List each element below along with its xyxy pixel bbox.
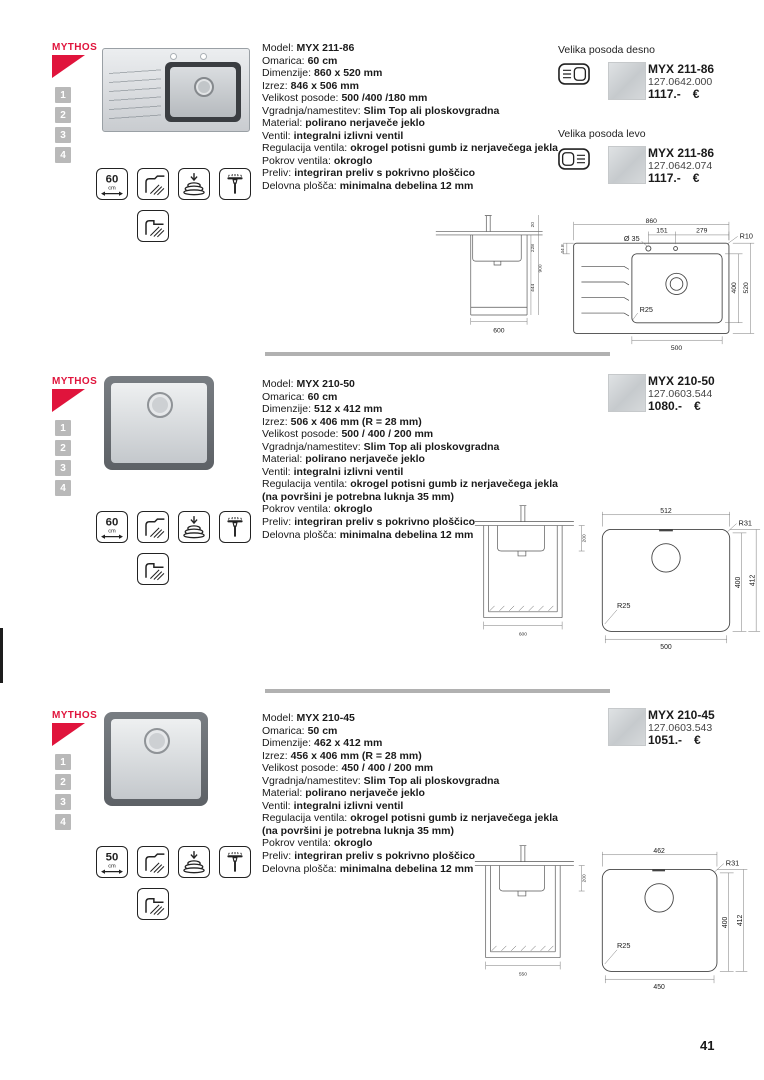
cabinet-width-icon	[96, 846, 128, 878]
feature-icons-row-2	[137, 210, 169, 242]
number-badge: 2	[55, 107, 71, 123]
drain-icon	[194, 77, 214, 97]
spec-label: Delovna plošča:	[262, 862, 337, 875]
brand-logo	[52, 376, 97, 412]
spec-row	[262, 67, 565, 80]
brand-logo	[52, 42, 97, 78]
svg-text:60: 60	[105, 516, 119, 529]
currency-sign: €	[692, 87, 700, 101]
spec-value: minimalna debelina 12 mm	[339, 180, 474, 193]
spec-label: Pokrov ventila:	[262, 837, 331, 850]
spec-label: Model:	[262, 378, 294, 390]
number-badge: 2	[55, 774, 71, 790]
pull-out-faucet-icon	[219, 511, 251, 543]
number-badge: 4	[55, 147, 71, 163]
spec-label: Vgradnja/namestitev:	[262, 774, 361, 787]
spec-value: polirano nerjaveče jeklo	[305, 787, 425, 800]
brand-name: MYTHOS	[52, 710, 98, 721]
spec-label: Pokrov ventila:	[262, 154, 331, 167]
spec-row	[262, 167, 565, 180]
spec-label: Model:	[262, 712, 294, 724]
spec-value: 500 /400 /180 mm	[341, 92, 428, 105]
spec-label: Regulacija ventila:	[262, 142, 348, 155]
feature-icons-row	[96, 168, 251, 200]
spec-value: Slim Top ali ploskovgradna	[363, 440, 500, 453]
svg-text:R25: R25	[617, 600, 631, 610]
spec-row	[262, 775, 565, 788]
spec-value: integralni izlivni ventil	[293, 129, 404, 142]
variant-header: Velika posoda desno	[558, 44, 655, 56]
svg-text:44.8: 44.8	[560, 244, 566, 254]
spec-row	[262, 762, 565, 775]
feature-icons-row-2	[137, 553, 169, 585]
spec-value: okroglo	[333, 503, 373, 516]
slim-top-mount-icon	[137, 846, 169, 878]
variant-code: 127.0642.000	[648, 76, 713, 88]
spec-label: Ventil:	[262, 799, 291, 812]
spec-row	[262, 403, 565, 416]
spec-label: Velikost posode:	[262, 762, 339, 775]
spec-value: polirano nerjaveče jeklo	[305, 117, 425, 130]
spec-value: minimalna debelina 12 mm	[339, 862, 474, 875]
variant-listing	[648, 147, 714, 185]
listing-name: MYX 210-50	[648, 374, 715, 388]
spec-row	[262, 117, 565, 130]
svg-text:200: 200	[582, 874, 588, 883]
spec-label: Delovna plošča:	[262, 180, 337, 193]
svg-text:900: 900	[538, 264, 544, 273]
spec-value: polirano nerjaveče jeklo	[305, 453, 425, 466]
spec-row	[262, 478, 565, 503]
pull-out-faucet-icon	[219, 846, 251, 878]
spec-value: integriran preliv s pokrivno ploščico	[294, 516, 476, 529]
spec-value: MYX 210-45	[296, 712, 355, 724]
variant-header: Velika posoda levo	[558, 128, 646, 140]
svg-text:444: 444	[530, 283, 536, 292]
feature-icons-row	[96, 846, 251, 878]
drain-icon	[147, 392, 173, 418]
badge-column	[55, 87, 71, 163]
svg-text:cm: cm	[108, 185, 116, 192]
number-badge: 3	[55, 127, 71, 143]
product-listing	[648, 375, 715, 413]
spec-label: Omarica:	[262, 390, 305, 403]
brand-triangle-icon	[52, 389, 85, 412]
spec-value: 506 x 406 mm (R = 28 mm)	[290, 415, 422, 428]
cabinet-width-icon	[96, 168, 128, 200]
number-badge: 1	[55, 754, 71, 770]
number-badge: 4	[55, 814, 71, 830]
flush-mount-icon	[137, 888, 169, 920]
variant-name: MYX 211-86	[648, 146, 715, 160]
spec-row	[262, 391, 565, 404]
stainless-swatch	[608, 62, 646, 100]
svg-text:R31: R31	[725, 858, 740, 868]
drainboard	[109, 65, 161, 123]
svg-text:cm: cm	[108, 528, 116, 535]
sink-bowl	[165, 62, 241, 122]
svg-text:450: 450	[653, 984, 665, 992]
feature-icons-row	[96, 511, 251, 543]
bowl-left-icon	[557, 148, 591, 175]
spec-row	[262, 441, 565, 454]
spec-row	[262, 416, 565, 429]
spec-label: Ventil:	[262, 465, 291, 478]
number-badge: 2	[55, 440, 71, 456]
svg-text:151: 151	[656, 227, 668, 235]
number-badge: 3	[55, 794, 71, 810]
number-badge: 4	[55, 480, 71, 496]
number-badge: 3	[55, 460, 71, 476]
product-listing	[648, 709, 715, 747]
spec-value: okrogel potisni gumb iz nerjavečega jekla (na površini je potrebna luknja 35 mm)	[262, 478, 558, 503]
section-divider	[265, 352, 610, 356]
spec-label: Dimenzije:	[262, 403, 312, 416]
svg-text:462: 462	[653, 847, 665, 855]
flush-mount-icon	[137, 210, 169, 242]
spec-label: Dimenzije:	[262, 737, 312, 750]
svg-text:20: 20	[530, 222, 536, 228]
technical-drawing	[470, 502, 764, 652]
spec-value: integralni izlivni ventil	[293, 799, 404, 812]
spec-label: Omarica:	[262, 724, 305, 737]
cabinet-width-icon	[96, 511, 128, 543]
spec-label: Regulacija ventila:	[262, 478, 348, 491]
variant-listing	[648, 63, 714, 101]
spec-list	[262, 42, 565, 193]
svg-text:412: 412	[736, 914, 744, 927]
listing-price: 1080.- €	[648, 399, 701, 413]
spec-row	[262, 737, 565, 750]
brand-triangle-icon	[52, 723, 85, 746]
svg-text:R25: R25	[639, 305, 653, 315]
svg-text:600: 600	[518, 632, 528, 638]
spec-row	[262, 155, 565, 168]
svg-text:R10: R10	[739, 231, 753, 241]
spec-label: Material:	[262, 117, 303, 130]
spec-value: okroglo	[333, 837, 373, 850]
spec-value: integriran preliv s pokrivno ploščico	[294, 167, 476, 180]
svg-text:400: 400	[722, 916, 730, 929]
svg-text:400: 400	[731, 282, 739, 294]
spec-label: Omarica:	[262, 54, 305, 67]
spec-row	[262, 787, 565, 800]
product-photo-sink	[102, 48, 250, 132]
section-divider	[265, 689, 610, 693]
svg-text:500: 500	[660, 644, 672, 652]
variant-name: MYX 211-86	[648, 62, 715, 76]
spec-label: Izrez:	[262, 749, 288, 762]
dish-stack-icon	[178, 511, 210, 543]
listing-code: 127.0603.543	[648, 722, 713, 734]
spec-row	[262, 92, 565, 105]
spec-row	[262, 812, 565, 837]
page-edge-mark	[0, 628, 3, 683]
svg-text:cm: cm	[108, 863, 116, 870]
spec-row	[262, 725, 565, 738]
product-photo-sink	[104, 712, 208, 806]
spec-row	[262, 428, 565, 441]
product-photo-sink	[104, 376, 214, 470]
spec-label: Material:	[262, 453, 303, 466]
spec-label: Material:	[262, 787, 303, 800]
currency-sign: €	[692, 171, 700, 185]
badge-column	[55, 754, 71, 830]
spec-row	[262, 180, 565, 193]
stainless-swatch	[608, 146, 646, 184]
spec-label: Preliv:	[262, 516, 292, 529]
tap-hole	[201, 54, 206, 59]
spec-label: Preliv:	[262, 850, 292, 863]
spec-value: integriran preliv s pokrivno ploščico	[294, 850, 476, 863]
spec-label: Regulacija ventila:	[262, 812, 348, 825]
spec-label: Preliv:	[262, 167, 292, 180]
spec-value: integralni izlivni ventil	[293, 465, 404, 478]
spec-row	[262, 453, 565, 466]
currency-sign: €	[694, 399, 701, 413]
spec-value: 500 / 400 / 200 mm	[341, 428, 434, 441]
spec-label: Pokrov ventila:	[262, 503, 331, 516]
brand-name: MYTHOS	[52, 376, 98, 387]
spec-label: Model:	[262, 42, 294, 54]
spec-value: 60 cm	[307, 54, 338, 67]
svg-text:Ø 35: Ø 35	[623, 234, 640, 244]
spec-value: 860 x 520 mm	[314, 67, 383, 80]
spec-label: Izrez:	[262, 415, 288, 428]
listing-code: 127.0603.544	[648, 388, 713, 400]
dish-stack-icon	[178, 846, 210, 878]
spec-value: MYX 211-86	[296, 42, 355, 54]
tap-hole	[171, 54, 176, 59]
spec-value: Slim Top ali ploskovgradna	[363, 104, 500, 117]
technical-drawing	[470, 842, 764, 992]
spec-row	[262, 130, 565, 143]
spec-value: okrogel potisni gumb iz nerjavečega jekla (na površini je potrebna luknja 35 mm)	[262, 812, 558, 837]
svg-text:860: 860	[645, 217, 657, 225]
spec-row	[262, 55, 565, 68]
spec-row	[262, 378, 565, 391]
spec-value: 60 cm	[307, 390, 338, 403]
flush-mount-icon	[137, 553, 169, 585]
spec-label: Delovna plošča:	[262, 528, 337, 541]
svg-text:200: 200	[582, 534, 588, 543]
technical-drawing	[430, 212, 760, 352]
spec-label: Dimenzije:	[262, 67, 312, 80]
brand-name: MYTHOS	[52, 42, 98, 53]
spec-label: Velikost posode:	[262, 92, 339, 105]
svg-text:228: 228	[530, 243, 536, 253]
spec-value: 450 / 400 / 200 mm	[341, 762, 434, 775]
spec-row	[262, 42, 565, 55]
svg-text:550: 550	[518, 972, 528, 978]
svg-text:412: 412	[749, 574, 757, 587]
bowl-right-icon	[557, 63, 591, 90]
svg-text:R31: R31	[738, 518, 753, 528]
svg-text:R25: R25	[617, 940, 631, 950]
spec-value: 846 x 506 mm	[290, 79, 359, 92]
variant-price: 1117.- €	[648, 171, 700, 185]
number-badge: 1	[55, 420, 71, 436]
spec-row	[262, 750, 565, 763]
slim-top-mount-icon	[137, 511, 169, 543]
stainless-swatch	[608, 374, 646, 412]
listing-price: 1051.- €	[648, 733, 701, 747]
spec-value: okrogel potisni gumb iz nerjavečega jekla	[350, 142, 558, 155]
variant-code: 127.0642.074	[648, 160, 713, 172]
feature-icons-row-2	[137, 888, 169, 920]
product-section-myx-210-45	[0, 710, 764, 1020]
pull-out-faucet-icon	[219, 168, 251, 200]
spec-label: Velikost posode:	[262, 428, 339, 441]
spec-value: minimalna debelina 12 mm	[339, 528, 474, 541]
page-number: 41	[700, 1038, 715, 1053]
spec-value: Slim Top ali ploskovgradna	[363, 774, 500, 787]
svg-text:60: 60	[105, 173, 119, 186]
product-section-myx-211-86	[0, 42, 764, 352]
stainless-swatch	[608, 708, 646, 746]
spec-row	[262, 105, 565, 118]
drain-icon	[144, 728, 170, 754]
slim-top-mount-icon	[137, 168, 169, 200]
spec-row	[262, 712, 565, 725]
svg-text:520: 520	[742, 282, 750, 294]
listing-name: MYX 210-45	[648, 708, 715, 722]
spec-row	[262, 142, 565, 155]
svg-text:50: 50	[105, 851, 119, 864]
spec-value: 512 x 412 mm	[314, 403, 383, 416]
spec-value: MYX 210-50	[296, 378, 355, 390]
spec-value: 456 x 406 mm (R = 28 mm)	[290, 749, 422, 762]
number-badge: 1	[55, 87, 71, 103]
svg-text:500: 500	[670, 344, 683, 352]
svg-text:279: 279	[696, 227, 708, 235]
spec-value: 50 cm	[307, 724, 338, 737]
svg-text:512: 512	[660, 507, 672, 515]
dish-stack-icon	[178, 168, 210, 200]
spec-value: okroglo	[333, 154, 373, 167]
spec-label: Vgradnja/namestitev:	[262, 440, 361, 453]
brand-triangle-icon	[52, 55, 85, 78]
currency-sign: €	[694, 733, 701, 747]
svg-text:600: 600	[493, 327, 505, 335]
spec-value: 462 x 412 mm	[314, 737, 383, 750]
spec-row	[262, 800, 565, 813]
spec-row	[262, 80, 565, 93]
spec-label: Vgradnja/namestitev:	[262, 104, 361, 117]
brand-logo	[52, 710, 97, 746]
badge-column	[55, 420, 71, 496]
spec-label: Izrez:	[262, 79, 288, 92]
variant-price: 1117.- €	[648, 87, 700, 101]
spec-row	[262, 466, 565, 479]
product-section-myx-210-50	[0, 376, 764, 686]
svg-text:400: 400	[734, 576, 742, 589]
spec-label: Ventil:	[262, 129, 291, 142]
